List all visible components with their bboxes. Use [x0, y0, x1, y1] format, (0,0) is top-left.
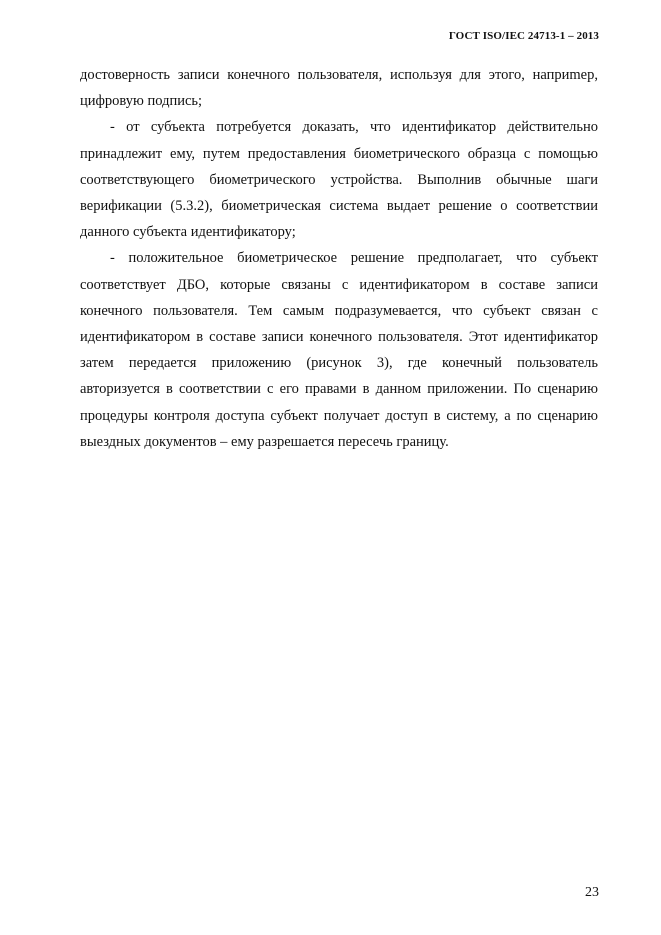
page-number: 23	[585, 885, 599, 900]
paragraph-subject-proof: - от субъекта потребуется доказать, что идентификатор действительно принадлежит ему, путем предоставления биометрического образца с помощью соответствующего биометрического устройства. Выполнив обычные шаги верификации (5.3.2), биометрическая система выдает решение о соответствии данного субъекта идентификатору;	[80, 119, 598, 241]
paragraph-continuation: достоверность записи конечного пользователя, используя для этого, наприmер, цифровую подпись;	[80, 67, 598, 110]
document-body	[80, 62, 598, 455]
paragraph-positive-decision: - положительное биометрическое решение предполагает, что субъект соответствует ДБО, которые связаны с идентификатором в составе записи конечного пользователя. Тем самым подразумевается, что субъект связан с идентификатором в составе записи конечного пользователя. Этот идентификатор затем передается приложению (рисунок 3), где конечный пользователь авторизуется в соответствии с его правами в данном приложении. По сценарию процедуры контроля доступа субъект получает доступ в систему, а по сценарию выездных документов – ему разрешается пересечь границу.	[80, 250, 598, 450]
document-header-standard-code: ГОСТ ISO/IEC 24713-1 – 2013	[448, 30, 599, 42]
